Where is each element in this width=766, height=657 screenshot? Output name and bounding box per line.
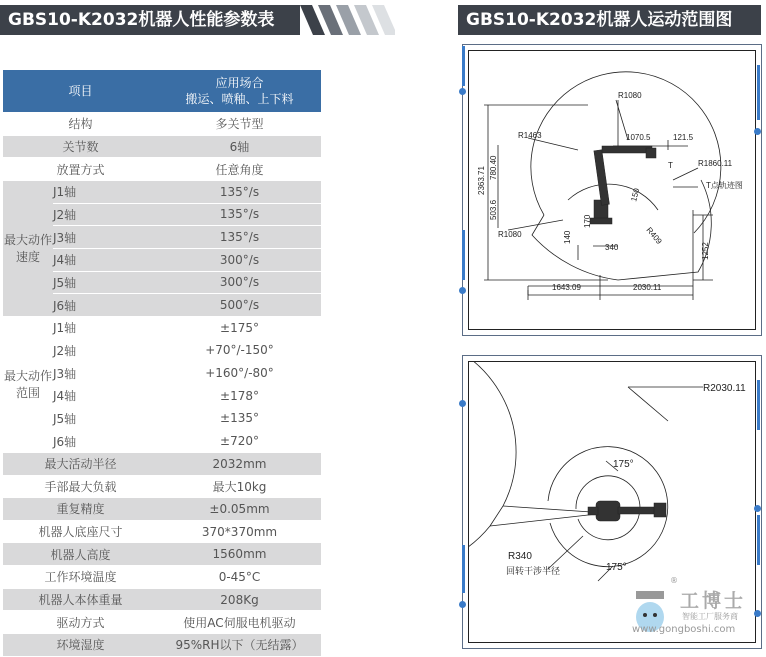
brand-url: www.gongboshi.com: [632, 624, 736, 635]
frame-dot: [754, 505, 761, 512]
axis-value: +160°/-80°: [158, 362, 321, 385]
angle-bottom-label: 175°: [606, 562, 627, 573]
axis-label: J4轴: [53, 248, 158, 271]
frame-accent: [757, 380, 760, 430]
gongboshi-watermark: [630, 576, 755, 640]
table-row: [3, 543, 321, 566]
row-label: 重复精度: [3, 498, 158, 521]
dim-1252: 1252: [701, 242, 710, 260]
frame-dot: [754, 128, 761, 135]
t-trajectory-label: T点轨迹图: [706, 181, 743, 190]
row-label: 放置方式: [3, 158, 158, 181]
frame-accent: [462, 545, 465, 593]
frame-dot: [459, 88, 466, 95]
dim-140: 140: [563, 230, 572, 244]
brand-subtitle: 智能工厂服务商: [682, 612, 738, 621]
t-point-label: T: [668, 161, 673, 170]
table-header-row: [3, 70, 321, 113]
header-item: 项目: [3, 70, 158, 113]
dim-170: 170: [583, 214, 592, 228]
frame-accent: [757, 515, 760, 565]
row-value: 0-45°C: [158, 566, 321, 589]
performance-spec-table: [3, 70, 321, 657]
dim-121: 121.5: [673, 133, 694, 142]
dim-r340: R340: [508, 551, 532, 562]
axis-label: J1轴: [53, 180, 158, 203]
max-range-label-line2: 范围: [15, 386, 40, 401]
axis-value: 135°/s: [158, 226, 321, 249]
row-value: 95%RH以下（无结露）: [158, 634, 321, 657]
row-value: 1560mm: [158, 543, 321, 566]
table-row: [3, 588, 321, 611]
row-label: 机器人高度: [3, 543, 158, 566]
axis-value: ±135°: [158, 407, 321, 430]
axis-label: J3轴: [53, 362, 158, 385]
dim-r1463: R1463: [518, 131, 542, 140]
frame-dot: [459, 400, 466, 407]
dim-503: 503.6: [489, 199, 498, 220]
dim-1070: 1070.5: [626, 133, 651, 142]
row-value: 2032mm: [158, 452, 321, 475]
dim-r1860: R1860.11: [698, 159, 733, 168]
row-value: 370*370mm: [158, 520, 321, 543]
table-row: [3, 158, 321, 181]
dim-2030: 2030.11: [633, 283, 662, 292]
axis-label: J3轴: [53, 226, 158, 249]
axis-value: 500°/s: [158, 294, 321, 317]
max-speed-label: [3, 180, 53, 316]
max-speed-label-line1: 最大动作: [3, 233, 52, 248]
axis-label: J5轴: [53, 271, 158, 294]
table-row: [3, 498, 321, 521]
header-app-line2: 搬运、喷釉、上下料: [185, 92, 294, 106]
table-row: [3, 611, 321, 634]
row-value: 任意角度: [158, 158, 321, 181]
dim-r409: R409: [644, 225, 664, 246]
axis-value: 300°/s: [158, 271, 321, 294]
row-value: 多关节型: [158, 113, 321, 136]
row-label: 工作环境温度: [3, 566, 158, 589]
brand-text: 工博士: [680, 590, 747, 612]
axis-value: 135°/s: [158, 180, 321, 203]
row-value: 使用AC伺服电机驱动: [158, 611, 321, 634]
dim-2363: 2363.71: [477, 166, 486, 195]
max-speed-label-line2: 速度: [15, 250, 40, 265]
dim-r1080-bottom: R1080: [498, 230, 522, 239]
frame-dot: [459, 287, 466, 294]
axis-value: +70°/-150°: [158, 339, 321, 362]
table-row: [3, 316, 321, 339]
dim-780: 780.40: [489, 155, 498, 180]
axis-value: ±720°: [158, 430, 321, 453]
table-row: [3, 180, 321, 203]
title-stripes-decoration: [300, 5, 395, 35]
frame-accent: [757, 65, 760, 120]
frame-accent: [462, 230, 465, 280]
row-label: 关节数: [3, 135, 158, 158]
axis-label: J1轴: [53, 316, 158, 339]
registered-mark: ®: [670, 576, 678, 585]
table-row: [3, 475, 321, 498]
dim-340: 340: [605, 243, 619, 252]
frame-dot: [459, 601, 466, 608]
max-range-label-line1: 最大动作: [3, 369, 52, 384]
left-panel-title: GBS10-K2032机器人性能参数表: [0, 5, 300, 35]
dim-150: 150: [629, 187, 642, 203]
row-value: 6轴: [158, 135, 321, 158]
axis-value: ±178°: [158, 384, 321, 407]
row-label: 机器人本体重量: [3, 588, 158, 611]
row-label: 最大活动半径: [3, 452, 158, 475]
max-range-label: [3, 316, 53, 452]
right-panel-title: GBS10-K2032机器人运动范围图: [458, 5, 761, 35]
row-value: 208Kg: [158, 588, 321, 611]
row-value: 最大10kg: [158, 475, 321, 498]
row-label: 环境湿度: [3, 634, 158, 657]
axis-label: J2轴: [53, 339, 158, 362]
axis-label: J6轴: [53, 430, 158, 453]
dim-r2030: R2030.11: [703, 383, 746, 394]
axis-label: J4轴: [53, 384, 158, 407]
row-label: 机器人底座尺寸: [3, 520, 158, 543]
row-value: ±0.05mm: [158, 498, 321, 521]
frame-accent: [462, 46, 465, 86]
axis-label: J5轴: [53, 407, 158, 430]
row-label: 手部最大负载: [3, 475, 158, 498]
axis-label: J6轴: [53, 294, 158, 317]
row-label: 结构: [3, 113, 158, 136]
angle-top-label: 175°: [613, 459, 634, 470]
header-application: [158, 70, 321, 113]
table-row: [3, 113, 321, 136]
row-label: 驱动方式: [3, 611, 158, 634]
dim-1643: 1643.09: [552, 283, 581, 292]
frame-dot: [754, 610, 761, 617]
table-row: [3, 520, 321, 543]
table-row: [3, 566, 321, 589]
interference-radius-label: 回转干涉半径: [506, 566, 561, 576]
axis-value: 300°/s: [158, 248, 321, 271]
table-row: [3, 634, 321, 657]
header-app-line1: 应用场合: [215, 76, 264, 90]
side-view-drawing: [468, 50, 754, 328]
axis-value: ±175°: [158, 316, 321, 339]
dim-r1080-top: R1080: [618, 91, 642, 100]
table-row: [3, 135, 321, 158]
axis-value: 135°/s: [158, 203, 321, 226]
table-row: [3, 452, 321, 475]
axis-label: J2轴: [53, 203, 158, 226]
